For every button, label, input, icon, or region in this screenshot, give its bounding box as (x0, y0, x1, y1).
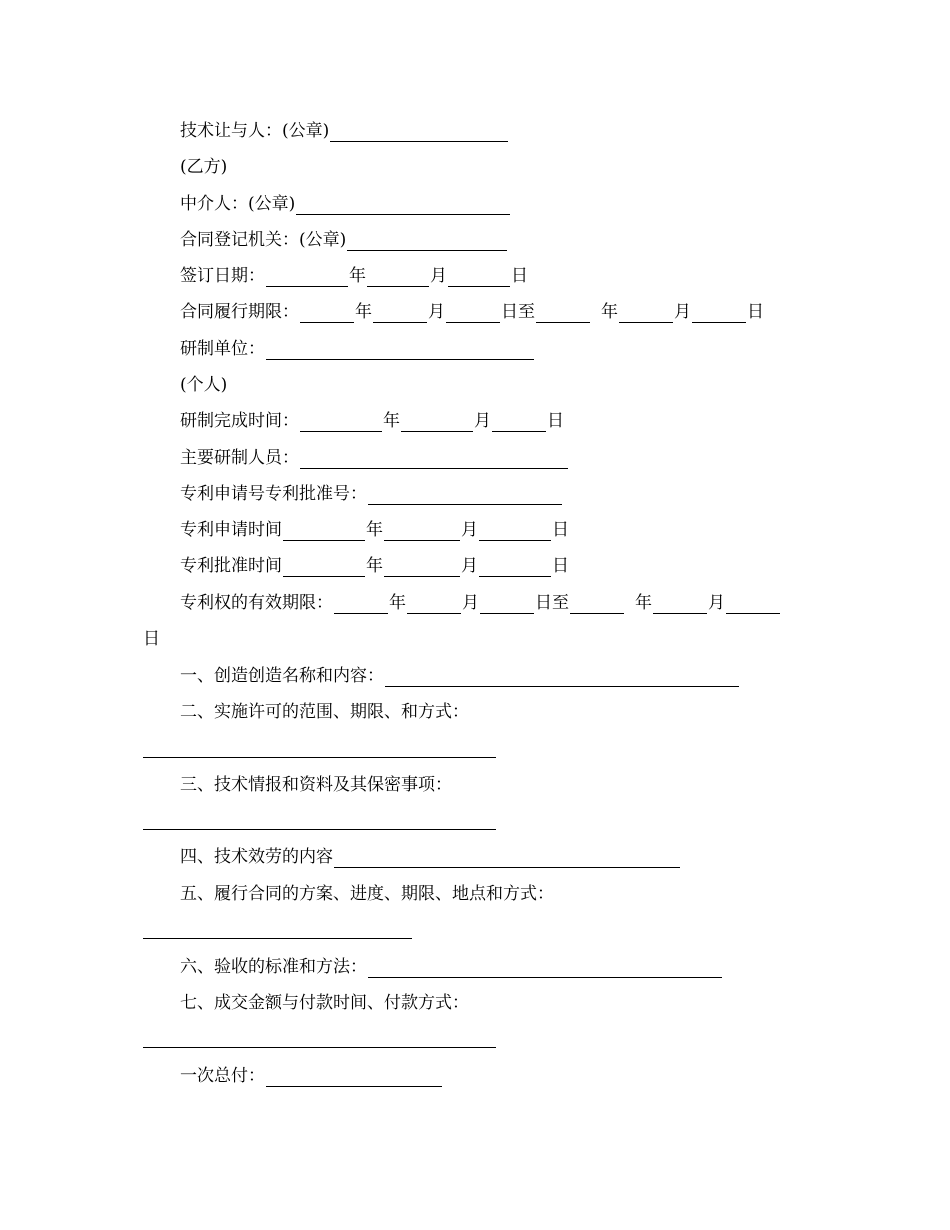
patent-app-day-field[interactable] (479, 523, 551, 541)
party-b-line (180, 156, 227, 178)
validity-end-year-field[interactable] (570, 596, 624, 614)
item5-label: 五、履行合同的方案、进度、期限、地点和方式： (180, 884, 554, 904)
month-word: 月 (430, 266, 447, 286)
day-word: 日 (547, 411, 564, 431)
registrar-line (180, 229, 508, 251)
item4-field[interactable] (334, 850, 680, 868)
completion-month-field[interactable] (401, 414, 473, 432)
item4-label: 四、技术效劳的内容 (180, 847, 333, 867)
intermediary-label: 中介人：(公章) (180, 194, 296, 214)
year-word: 年 (349, 266, 366, 286)
item7-field[interactable] (143, 1047, 496, 1048)
item6-field[interactable] (368, 960, 722, 978)
item3-label: 三、技术情报和资料及其保密事项： (180, 775, 452, 795)
day-word: 日 (552, 520, 569, 540)
item5-line (180, 883, 554, 905)
item3-line (180, 774, 452, 796)
main-staff-line (180, 447, 569, 469)
year-word: 年 (366, 556, 383, 576)
item1-label: 一、创造创造名称和内容： (180, 666, 384, 686)
patent-app-time-line (180, 519, 569, 541)
year-word: 年 (383, 411, 400, 431)
item1-line (180, 665, 740, 687)
intermediary-line (180, 193, 511, 215)
item4-line (180, 846, 681, 868)
patent-grant-month-field[interactable] (384, 559, 460, 577)
item2-line (180, 701, 469, 723)
term-line (180, 301, 764, 323)
developer-field[interactable] (266, 342, 534, 360)
patent-app-month-field[interactable] (384, 523, 460, 541)
intermediary-seal-field[interactable] (296, 197, 510, 215)
developer-line (180, 338, 535, 360)
year-word: 年 (366, 520, 383, 540)
term-start-day-field[interactable] (446, 305, 500, 323)
month-word: 月 (708, 593, 725, 613)
patent-app-no-field[interactable] (368, 487, 562, 505)
individual-label: (个人) (180, 375, 228, 395)
patent-grant-year-field[interactable] (283, 559, 365, 577)
month-word: 月 (674, 302, 691, 322)
patent-app-no-line (180, 483, 563, 505)
lump-sum-label: 一次总付： (180, 1066, 265, 1086)
lump-sum-line (180, 1065, 443, 1087)
patent-validity-line (180, 592, 781, 614)
sign-date-line (180, 265, 528, 287)
lump-sum-field[interactable] (266, 1069, 442, 1087)
validity-start-day-field[interactable] (480, 596, 534, 614)
term-start-year-field[interactable] (300, 305, 354, 323)
day-to-word: 日至 (501, 302, 535, 322)
validity-end-month-field[interactable] (653, 596, 707, 614)
patent-grant-day-field[interactable] (479, 559, 551, 577)
month-word: 月 (428, 302, 445, 322)
completion-year-field[interactable] (300, 414, 382, 432)
month-word: 月 (461, 556, 478, 576)
item6-label: 六、验收的标准和方法： (180, 957, 367, 977)
completion-day-field[interactable] (492, 414, 546, 432)
patent-app-year-field[interactable] (283, 523, 365, 541)
item3-field[interactable] (143, 829, 496, 830)
party-b-label: (乙方) (180, 157, 228, 177)
item7-label: 七、成交金额与付款时间、付款方式： (180, 993, 469, 1013)
main-staff-field[interactable] (300, 451, 568, 469)
patent-validity-wrap-line (143, 628, 160, 650)
registrar-label: 合同登记机关：(公章) (180, 230, 347, 250)
day-to-word: 日至 (535, 593, 569, 613)
term-start-month-field[interactable] (373, 305, 427, 323)
individual-line (180, 374, 227, 396)
month-word: 月 (462, 593, 479, 613)
item6-line (180, 956, 723, 978)
term-end-day-field[interactable] (692, 305, 746, 323)
day-word: 日 (552, 556, 569, 576)
item5-field[interactable] (143, 938, 412, 939)
month-word: 月 (474, 411, 491, 431)
day-word: 日 (143, 629, 160, 649)
validity-start-month-field[interactable] (407, 596, 461, 614)
term-label: 合同履行期限： (180, 302, 299, 322)
item1-field[interactable] (385, 669, 739, 687)
term-end-year-field[interactable] (536, 305, 590, 323)
item2-field[interactable] (143, 757, 496, 758)
completion-line (180, 410, 564, 432)
patent-app-time-label: 专利申请时间 (180, 520, 282, 540)
sign-month-field[interactable] (367, 269, 429, 287)
main-staff-label: 主要研制人员： (180, 448, 299, 468)
item2-label: 二、实施许可的范围、期限、和方式： (180, 702, 469, 722)
item7-line (180, 992, 469, 1014)
patent-grant-time-line (180, 555, 569, 577)
year-word: 年 (635, 593, 652, 613)
term-end-month-field[interactable] (619, 305, 673, 323)
sign-day-field[interactable] (448, 269, 510, 287)
patent-validity-label: 专利权的有效期限： (180, 593, 333, 613)
registrar-seal-field[interactable] (347, 233, 507, 251)
day-word: 日 (747, 302, 764, 322)
transferor-label: 技术让与人：(公章) (180, 121, 330, 141)
sign-date-label: 签订日期： (180, 266, 265, 286)
month-word: 月 (461, 520, 478, 540)
day-word: 日 (511, 266, 528, 286)
year-word: 年 (389, 593, 406, 613)
sign-year-field[interactable] (266, 269, 348, 287)
developer-label: 研制单位： (180, 339, 265, 359)
validity-end-day-field[interactable] (726, 596, 780, 614)
year-word: 年 (601, 302, 618, 322)
validity-start-year-field[interactable] (334, 596, 388, 614)
transferor-line (180, 120, 509, 142)
transferor-seal-field[interactable] (330, 124, 508, 142)
patent-app-no-label: 专利申请号专利批准号： (180, 484, 367, 504)
year-word: 年 (355, 302, 372, 322)
completion-label: 研制完成时间： (180, 411, 299, 431)
patent-grant-time-label: 专利批准时间 (180, 556, 282, 576)
